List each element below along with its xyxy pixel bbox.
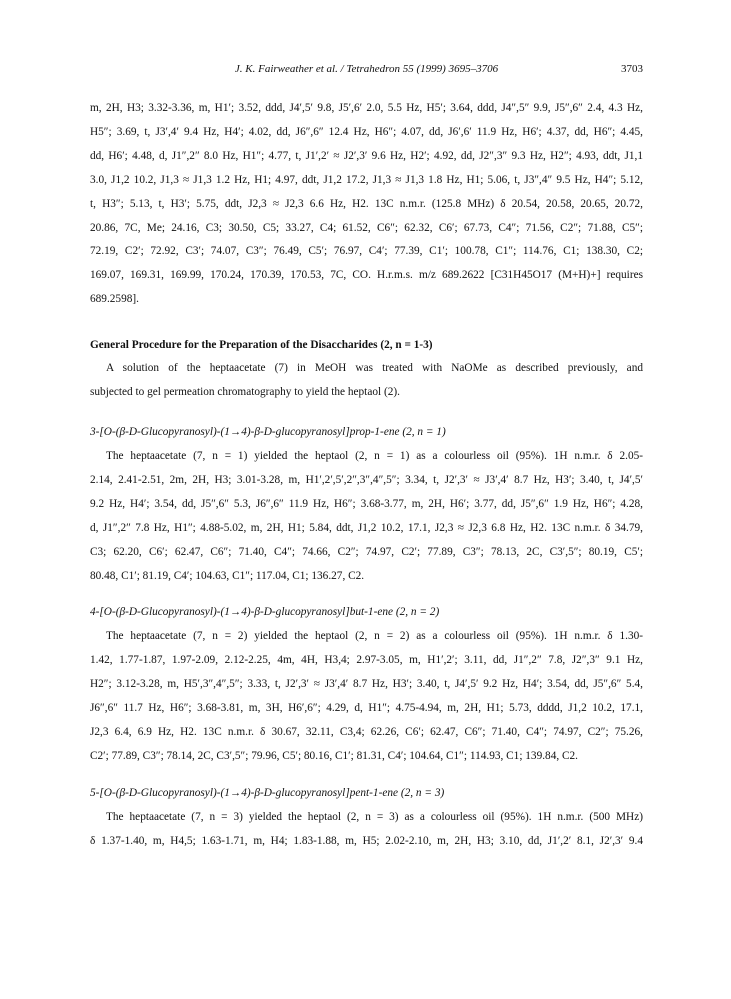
text-line: J2,3 6.4, 6.9 Hz, H2. 13C n.m.r. δ 30.67, 32.11, C3,4; 62.26, C6′; 62.47, C6″; 71.40, C4″; 74.97, C2″; 75.26, (90, 725, 643, 738)
text-line: subjected to gel permeation chromatography to yield the heptaol (2). (90, 385, 400, 398)
text-line: C3; 62.20, C6′; 62.47, C6″; 71.40, C4″; 74.66, C2″; 74.97, C2′; 77.89, C3″; 78.13, 2C, C3′,5″; 80.19, C5′; (90, 545, 643, 558)
text-line: d, J1″,2″ 7.8 Hz, H1″; 4.88-5.02, m, 2H, H1; 5.84, ddt, J1,2 10.2, 17.1, J2,3 ≈ J2,3 6.8 Hz, H2. 13C n.m.r. δ 34.79, (90, 521, 643, 534)
continued-characterisation-paragraph (90, 97, 643, 312)
text-line: 2.14, 2.41-2.51, 2m, 2H, H3; 3.01-3.28, m, H1′,2′,5′,2″,3″,4″,5″; 3.34, t, J2′,3′ ≈ J3′,4′ 8.7 Hz, H3′; 3.40, t, J4′,5′ (90, 473, 643, 486)
running-head (90, 60, 643, 78)
text-line: 169.07, 169.31, 169.99, 170.24, 170.39, 170.53, 7C, CO. H.r.m.s. m/z 689.2622 [C31H45O17 (M+H)+] requires (90, 269, 643, 282)
text-line: 3.0, J1,2 10.2, J1,3 ≈ J1,3 1.2 Hz, H1; 4.97, ddt, J1,2 17.2, J1,3 ≈ J1,3 1.8 Hz, H1; 5.06, t, J3″,4″ 9.5 Hz, H4″; 5.12, (90, 173, 643, 186)
compound-n1-paragraph (90, 445, 643, 588)
text-line: A solution of the heptaacetate (7) in MeOH was treated with NaOMe as described previously, and (106, 362, 643, 374)
text-line: 1.42, 1.77-1.87, 1.97-2.09, 2.12-2.25, 4m, 4H, H3,4; 2.97-3.05, m, H1′,2′; 3.11, dd, J1″,2″ 7.8, J2″,3″ 9.1 Hz, (90, 653, 643, 666)
text-line: H2″; 3.12-3.28, m, H5′,3″,4″,5″; 3.33, t, J2′,3′ ≈ J3′,4′ 8.7 Hz, H3′; 3.40, t, J4′,5′ 9.2 Hz, H4′; 3.54, dd, J5″,6″ 5.4, (90, 677, 643, 690)
text-line: The heptaacetate (7, n = 1) yielded the heptaol (2, n = 1) as a colourless oil (95%). 1H n.m.r. δ 2.05- (106, 450, 643, 462)
compound-n2-paragraph (90, 625, 643, 768)
text-line: 72.19, C2′; 72.92, C3′; 74.07, C3″; 76.49, C5′; 76.97, C4′; 77.39, C1′; 100.78, C1″; 114.76, C1; 138.30, C2; (90, 245, 643, 258)
compound-n3-title: 5-[O-(β-D-Glucopyranosyl)-(1→4)-β-D-glucopyranosyl]pent-1-ene (2, n = 3) (90, 787, 445, 799)
general-procedure-heading: General Procedure for the Preparation of the Disaccharides (2, n = 1-3) (90, 339, 433, 351)
text-line: 9.2 Hz, H4′; 3.54, dd, J5″,6″ 5.3, J6″,6″ 11.9 Hz, H6″; 3.68-3.77, m, 2H, H6′; 3.77, dd, J5″,6″ 1.9 Hz, H6″; 4.28, (90, 497, 643, 510)
text-line: dd, H6′; 4.48, d, J1″,2″ 8.0 Hz, H1″; 4.77, t, J1′,2′ ≈ J2′,3′ 9.6 Hz, H2′; 4.92, dd, J2″,3″ 9.3 Hz, H2″; 4.93, ddt, J1,1 (90, 149, 643, 162)
text-line: The heptaacetate (7, n = 3) yielded the heptaol (2, n = 3) as a colourless oil (95%). 1H n.m.r. (500 MHz) (106, 811, 643, 823)
text-line: The heptaacetate (7, n = 2) yielded the heptaol (2, n = 2) as a colourless oil (95%). 1H n.m.r. δ 1.30- (106, 630, 643, 642)
text-line: 80.48, C1′; 81.19, C4′; 104.63, C1″; 117.04, C1; 136.27, C2. (90, 569, 365, 582)
text-line: m, 2H, H3; 3.32-3.36, m, H1′; 3.52, ddd, J4′,5′ 9.8, J5′,6′ 2.0, 5.5 Hz, H5′; 3.64, ddd, J4″,5″ 9.9, J5″,6″ 2.4, 4.3 Hz, (90, 102, 643, 114)
compound-n3-paragraph (90, 806, 643, 854)
compound-n1-title: 3-[O-(β-D-Glucopyranosyl)-(1→4)-β-D-glucopyranosyl]prop-1-ene (2, n = 1) (90, 426, 446, 438)
text-line: 20.86, 7C, Me; 24.16, C3; 30.50, C5; 33.27, C4; 61.52, C6″; 62.32, C6′; 67.73, C4″; 71.56, C2″; 71.88, C5″; (90, 221, 643, 234)
text-line: H5″; 3.69, t, J3′,4′ 9.4 Hz, H4′; 4.02, dd, J6″,6″ 12.4 Hz, H6″; 4.07, dd, J6′,6′ 11.9 Hz, H6′; 4.37, dd, H6″; 4.45, (90, 125, 643, 138)
compound-n2-title: 4-[O-(β-D-Glucopyranosyl)-(1→4)-β-D-glucopyranosyl]but-1-ene (2, n = 2) (90, 606, 440, 618)
general-procedure-paragraph (90, 357, 643, 405)
text-line: J6″,6″ 11.7 Hz, H6″; 3.68-3.81, m, 3H, H6′,6″; 4.29, d, H1″; 4.75-4.94, m, 2H, H1; 5.73, dddd, J1,2 10.2, 17.1, (90, 701, 643, 714)
page-number: 3703 (621, 63, 643, 75)
text-line: 689.2598]. (90, 293, 139, 306)
text-line: δ 1.37-1.40, m, H4,5; 1.63-1.71, m, H4; 1.83-1.88, m, H5; 2.02-2.10, m, 2H, H3; 3.10, dd, J1′,2′ 8.1, J2′,3′ 9.4 (90, 834, 643, 847)
text-line: t, H3″; 5.13, t, H3′; 5.75, ddt, J2,3 ≈ J2,3 6.6 Hz, H2. 13C n.m.r. (125.8 MHz) δ 20.54, 20.58, 20.65, 20.72, (90, 197, 643, 210)
running-head-citation: J. K. Fairweather et al. / Tetrahedron 55 (1999) 3695–3706 (234, 63, 499, 75)
text-line: C2′; 77.89, C3″; 78.14, 2C, C3′,5″; 79.96, C5′; 80.16, C1′; 81.31, C4′; 104.64, C1″; 114.93, C1; 139.84, C2. (90, 749, 579, 762)
